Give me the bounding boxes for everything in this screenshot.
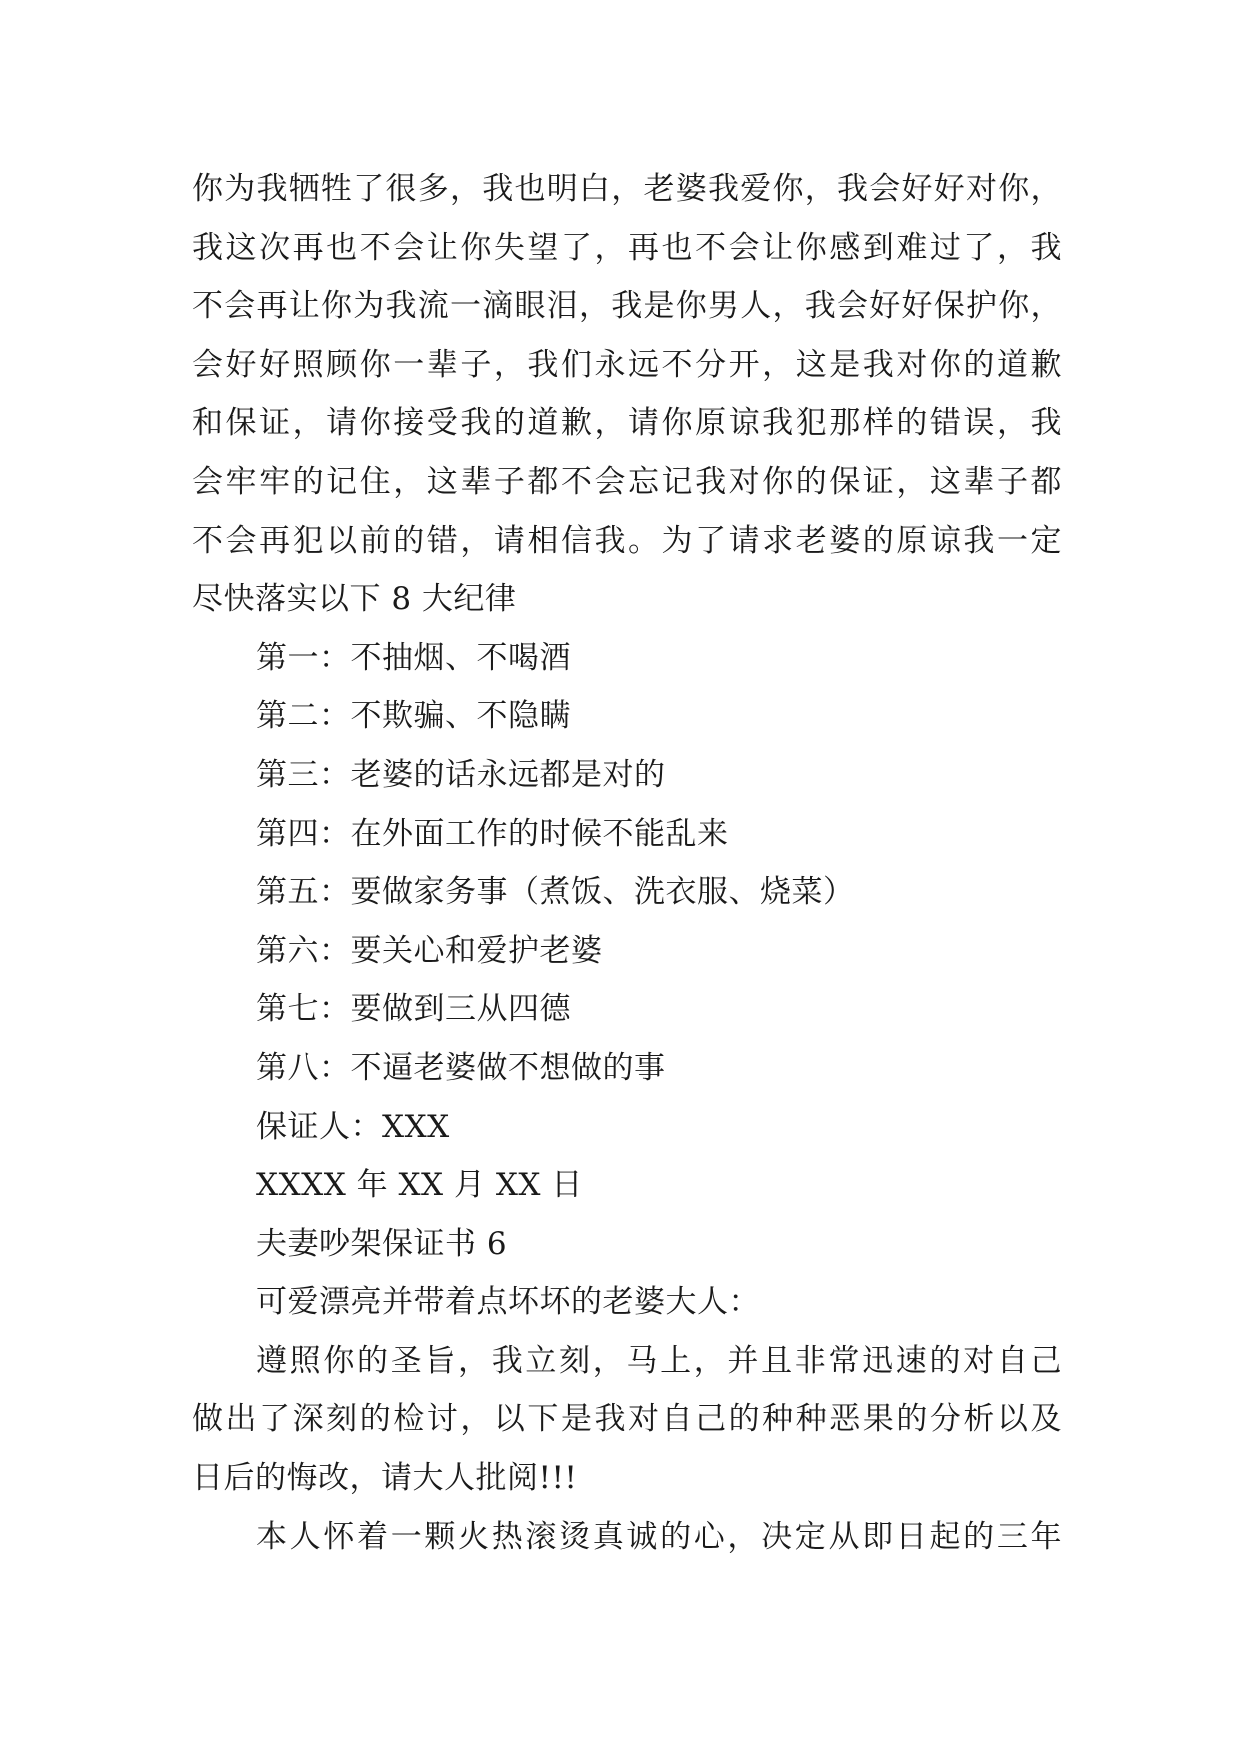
rule-item-1: 第一：不抽烟、不喝酒: [256, 639, 571, 676]
rule-item-5: 第五：要做家务事（煮饭、洗衣服、烧菜）: [256, 874, 855, 911]
guarantor-line: 保证人：XXX: [256, 1108, 450, 1145]
paragraph-line: 本人怀着一颗火热滚烫真诚的心，决定从即日起的三年: [256, 1518, 1062, 1555]
paragraph-line: 会好好照顾你一辈子，我们永远不分开，这是我对你的道歉: [192, 346, 1062, 383]
rule-item-4: 第四：在外面工作的时候不能乱来: [256, 815, 729, 852]
rule-item-3: 第三：老婆的话永远都是对的: [256, 756, 666, 793]
rule-item-2: 第二：不欺骗、不隐瞒: [256, 698, 571, 735]
rule-item-8: 第八：不逼老婆做不想做的事: [256, 1049, 666, 1086]
paragraph-line: 你为我牺牲了很多，我也明白，老婆我爱你，我会好好对你，: [192, 171, 1062, 207]
paragraph-line: 尽快落实以下 8 大纪律: [192, 581, 517, 618]
section-title: 夫妻吵架保证书 6: [256, 1225, 508, 1262]
paragraph-line: 会牢牢的记住，这辈子都不会忘记我对你的保证，这辈子都: [192, 463, 1062, 500]
rule-item-7: 第七：要做到三从四德: [256, 991, 571, 1028]
paragraph-line: 不会再让你为我流一滴眼泪，我是你男人，我会好好保护你，: [192, 288, 1062, 325]
paragraph-line: 日后的悔改，请大人批阅!!!: [192, 1460, 578, 1497]
salutation-line: 可爱漂亮并带着点坏坏的老婆大人：: [256, 1284, 760, 1321]
rule-item-6: 第六：要关心和爱护老婆: [256, 932, 603, 969]
paragraph-line: 和保证，请你接受我的道歉，请你原谅我犯那样的错误，我: [192, 405, 1062, 442]
document-body: [192, 160, 1062, 1566]
paragraph-line: 不会再犯以前的错，请相信我。为了请求老婆的原谅我一定: [192, 522, 1062, 559]
paragraph-line: 做出了深刻的检讨，以下是我对自己的种种恶果的分析以及: [192, 1401, 1062, 1438]
paragraph-line: 我这次再也不会让你失望了，再也不会让你感到难过了，我: [192, 229, 1062, 266]
date-line: XXXX 年 XX 月 XX 日: [256, 1167, 583, 1204]
paragraph-line: 遵照你的圣旨，我立刻，马上，并且非常迅速的对自己: [256, 1342, 1062, 1379]
